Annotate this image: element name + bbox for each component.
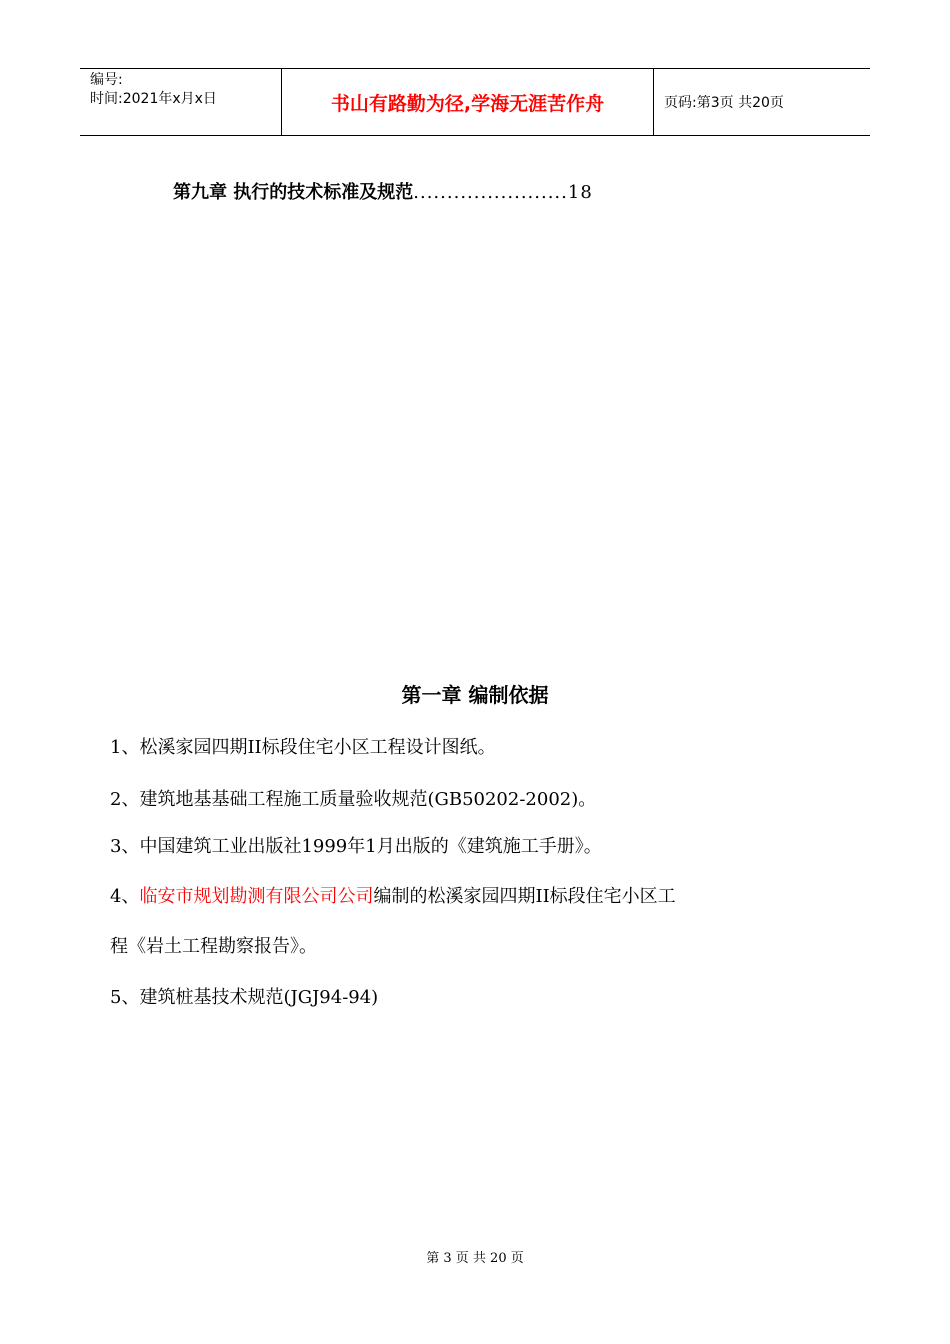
chapter-heading: 第一章 编制依据 — [401, 683, 549, 707]
list-item: 2、建筑地基基础工程施工质量验收规范(GB50202-2002)。 — [110, 789, 597, 810]
list-item-text: 编制的松溪家园四期II标段住宅小区工 — [373, 886, 676, 907]
time-label: 时间:2021年x月x日 — [90, 91, 217, 107]
header-motto-cell — [281, 69, 654, 135]
list-item: 1、松溪家园四期II标段住宅小区工程设计图纸。 — [110, 737, 496, 758]
list-item-continuation: 程《岩土工程勘察报告》。 — [110, 936, 317, 957]
toc-leader-dots: ....................... — [413, 182, 568, 203]
toc-entry-title: 第九章 执行的技术标准及规范 — [173, 182, 414, 203]
number-label: 编号: — [90, 72, 123, 88]
header-meta-cell — [80, 69, 281, 135]
list-item-prefix: 4、 — [110, 886, 140, 907]
highlighted-company-name: 临安市规划勘测有限公司公司 — [139, 886, 374, 907]
document-header — [80, 68, 870, 136]
list-item — [110, 882, 676, 908]
list-item: 5、建筑桩基技术规范(JGJ94-94) — [110, 987, 379, 1008]
page-info: 页码:第3页 共20页 — [664, 95, 784, 111]
toc-entry[interactable] — [173, 178, 593, 204]
toc-page-number: 18 — [567, 182, 593, 203]
list-item: 3、中国建筑工业出版社1999年1月出版的《建筑施工手册》。 — [110, 836, 602, 857]
page-footer: 第 3 页 共 20 页 — [426, 1251, 524, 1266]
motto-text: 书山有路勤为径,学海无涯苦作舟 — [330, 92, 605, 115]
header-page-cell — [654, 69, 870, 135]
